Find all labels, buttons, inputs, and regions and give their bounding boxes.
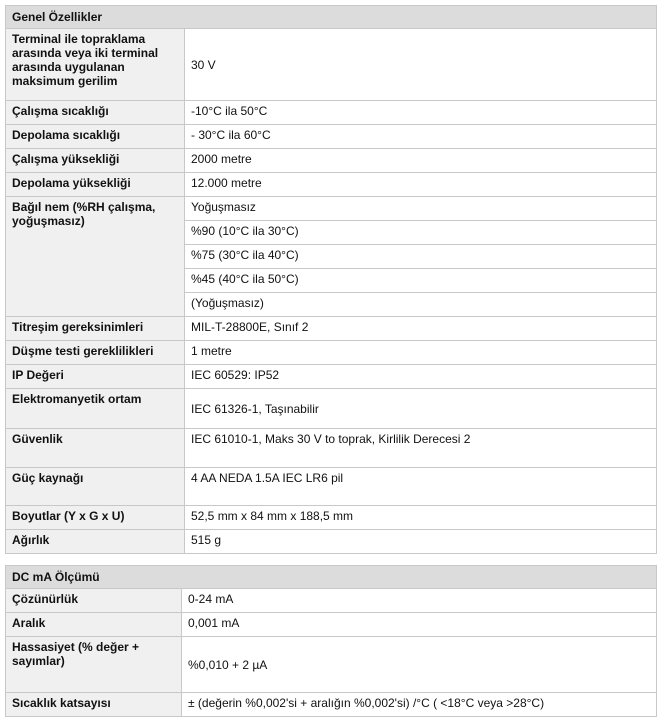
spec-label: Güvenlik xyxy=(6,429,185,468)
spec-value: MIL-T-28800E, Sınıf 2 xyxy=(185,317,657,341)
spec-label: Aralık xyxy=(6,613,182,637)
spec-value: Yoğuşmasız xyxy=(185,197,657,221)
spec-value: 2000 metre xyxy=(185,149,657,173)
spec-row-resolution xyxy=(6,589,657,613)
spec-value: (Yoğuşmasız) xyxy=(185,293,657,317)
spec-value: %45 (40°C ila 50°C) xyxy=(185,269,657,293)
spec-row-storage-temp xyxy=(6,125,657,149)
spec-label: Boyutlar (Y x G x U) xyxy=(6,506,185,530)
spec-value: %90 (10°C ila 30°C) xyxy=(185,221,657,245)
dc-ma-specs-table xyxy=(5,565,657,717)
spec-row-operating-temp xyxy=(6,101,657,125)
spec-value: 515 g xyxy=(185,530,657,554)
spec-label: Çözünürlük xyxy=(6,589,182,613)
spec-row-safety xyxy=(6,429,657,468)
spec-row-ip-rating xyxy=(6,365,657,389)
spec-label: Elektromanyetik ortam xyxy=(6,389,185,429)
spec-label: Güç kaynağı xyxy=(6,468,185,506)
spec-value: %75 (30°C ila 40°C) xyxy=(185,245,657,269)
spec-value: 0,001 mA xyxy=(182,613,657,637)
spec-row-accuracy xyxy=(6,637,657,693)
spec-row-range xyxy=(6,613,657,637)
spec-label: Düşme testi gereklilikleri xyxy=(6,341,185,365)
spec-label: Hassasiyet (% değer + sayımlar) xyxy=(6,637,182,693)
spec-label: Çalışma yüksekliği xyxy=(6,149,185,173)
spec-label: Sıcaklık katsayısı xyxy=(6,693,182,717)
section-header-row xyxy=(6,566,657,589)
spec-value: 12.000 metre xyxy=(185,173,657,197)
spec-row-dimensions xyxy=(6,506,657,530)
spec-row-emc xyxy=(6,389,657,429)
spec-row-weight xyxy=(6,530,657,554)
spec-label: Titreşim gereksinimleri xyxy=(6,317,185,341)
spec-row-max-voltage xyxy=(6,29,657,101)
spec-label: Depolama yüksekliği xyxy=(6,173,185,197)
spec-value: IEC 61326-1, Taşınabilir xyxy=(185,389,657,429)
spec-row-storage-altitude xyxy=(6,173,657,197)
section-header-row xyxy=(6,6,657,29)
spec-value: IEC 61010-1, Maks 30 V to toprak, Kirlilik Derecesi 2 xyxy=(185,429,657,468)
spec-row-temp-coefficient xyxy=(6,693,657,717)
spec-row-drop-test xyxy=(6,341,657,365)
spec-value: 1 metre xyxy=(185,341,657,365)
spec-value: - 30°C ila 60°C xyxy=(185,125,657,149)
spec-label: Depolama sıcaklığı xyxy=(6,125,185,149)
spec-label: Çalışma sıcaklığı xyxy=(6,101,185,125)
spec-value: 4 AA NEDA 1.5A IEC LR6 pil xyxy=(185,468,657,506)
section-title-dc-ma: DC mA Ölçümü xyxy=(6,566,657,589)
spec-value: %0,010 + 2 µA xyxy=(182,637,657,693)
spec-label: IP Değeri xyxy=(6,365,185,389)
spec-row-power-supply xyxy=(6,468,657,506)
spec-row-vibration xyxy=(6,317,657,341)
spec-value: 52,5 mm x 84 mm x 188,5 mm xyxy=(185,506,657,530)
spec-row-operating-altitude xyxy=(6,149,657,173)
section-title-general: Genel Özellikler xyxy=(6,6,657,29)
spec-label: Terminal ile topraklama arasında veya iki terminal arasında uygulanan maksimum gerilim xyxy=(6,29,185,101)
spec-value: -10°C ila 50°C xyxy=(185,101,657,125)
spec-value: 0-24 mA xyxy=(182,589,657,613)
spec-label: Ağırlık xyxy=(6,530,185,554)
spec-value: IEC 60529: IP52 xyxy=(185,365,657,389)
spec-row-humidity xyxy=(6,197,657,221)
general-specs-table xyxy=(5,5,657,554)
spec-label: Bağıl nem (%RH çalışma, yoğuşmasız) xyxy=(6,197,185,317)
spec-value: ± (değerin %0,002'si + aralığın %0,002'si) /°C ( <18°C veya >28°C) xyxy=(182,693,657,717)
spec-value: 30 V xyxy=(185,29,657,101)
